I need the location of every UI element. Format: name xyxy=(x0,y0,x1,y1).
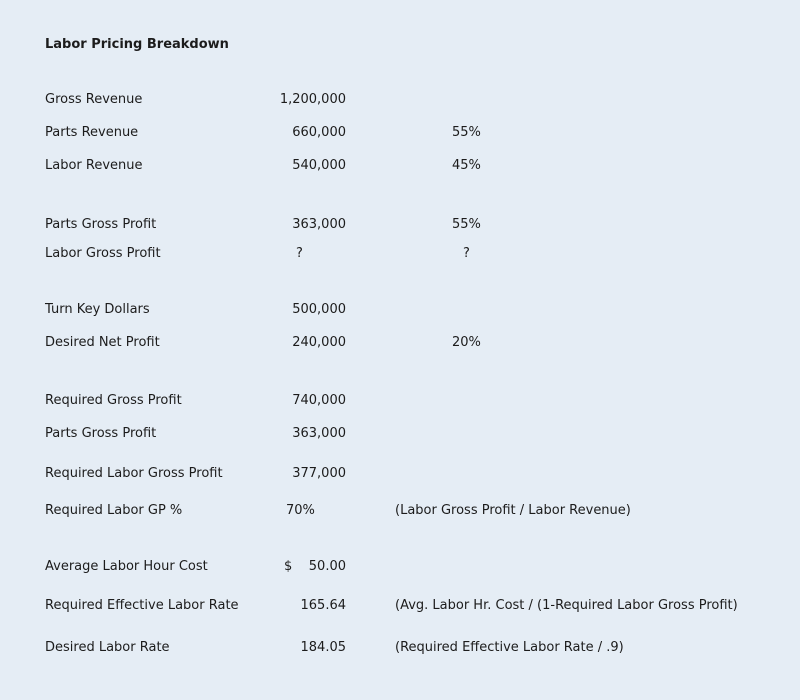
row-label: Desired Net Profit xyxy=(45,335,160,350)
row-value: 377,000 xyxy=(292,466,346,481)
currency-symbol: $ xyxy=(284,559,293,574)
row-required-effective-labor-rate xyxy=(0,597,800,615)
row-percent: 45% xyxy=(452,158,481,173)
row-value: 363,000 xyxy=(292,426,346,441)
row-label: Parts Gross Profit xyxy=(45,217,157,232)
row-labor-revenue xyxy=(0,157,800,175)
row-label: Desired Labor Rate xyxy=(45,640,170,655)
row-label: Labor Gross Profit xyxy=(45,246,161,261)
row-label: Parts Gross Profit xyxy=(45,426,157,441)
row-required-gross-profit xyxy=(0,392,800,410)
row-label: Labor Revenue xyxy=(45,158,143,173)
row-formula-note: (Labor Gross Profit / Labor Revenue) xyxy=(395,503,631,518)
row-percent: 55% xyxy=(452,217,481,232)
row-gross-revenue xyxy=(0,91,800,109)
row-value: 240,000 xyxy=(292,335,346,350)
row-average-labor-hour-cost xyxy=(0,558,800,576)
row-value: 540,000 xyxy=(292,158,346,173)
row-required-labor-gross-profit xyxy=(0,465,800,483)
row-label: Required Labor Gross Profit xyxy=(45,466,223,481)
row-desired-labor-rate xyxy=(0,639,800,657)
row-percent: ? xyxy=(463,246,470,261)
row-value: 500,000 xyxy=(292,302,346,317)
row-parts-gross-profit-2 xyxy=(0,425,800,443)
row-desired-net-profit xyxy=(0,334,800,352)
row-formula-note: (Required Effective Labor Rate / .9) xyxy=(395,640,624,655)
row-value: 660,000 xyxy=(292,125,346,140)
row-value: 70% xyxy=(286,503,315,518)
row-value: 363,000 xyxy=(292,217,346,232)
row-parts-revenue xyxy=(0,124,800,142)
row-value: 184.05 xyxy=(300,640,346,655)
row-turn-key-dollars xyxy=(0,301,800,319)
row-label: Average Labor Hour Cost xyxy=(45,559,208,574)
row-label: Required Effective Labor Rate xyxy=(45,598,239,613)
row-labor-gross-profit xyxy=(0,245,800,263)
row-value: 740,000 xyxy=(292,393,346,408)
row-label: Gross Revenue xyxy=(45,92,143,107)
row-amount: 50.00 xyxy=(308,559,346,574)
row-label: Required Gross Profit xyxy=(45,393,182,408)
row-percent: 55% xyxy=(452,125,481,140)
row-percent: 20% xyxy=(452,335,481,350)
row-parts-gross-profit xyxy=(0,216,800,234)
row-required-labor-gp-pct xyxy=(0,502,800,520)
row-value: 165.64 xyxy=(300,598,346,613)
row-formula-note: (Avg. Labor Hr. Cost / (1-Required Labor Gross Profit) xyxy=(395,598,738,613)
row-value: ? xyxy=(296,246,303,261)
row-label: Parts Revenue xyxy=(45,125,139,140)
row-value: 1,200,000 xyxy=(279,92,346,107)
row-label: Turn Key Dollars xyxy=(45,302,150,317)
row-label: Required Labor GP % xyxy=(45,503,183,518)
page-title: Labor Pricing Breakdown xyxy=(45,37,229,52)
